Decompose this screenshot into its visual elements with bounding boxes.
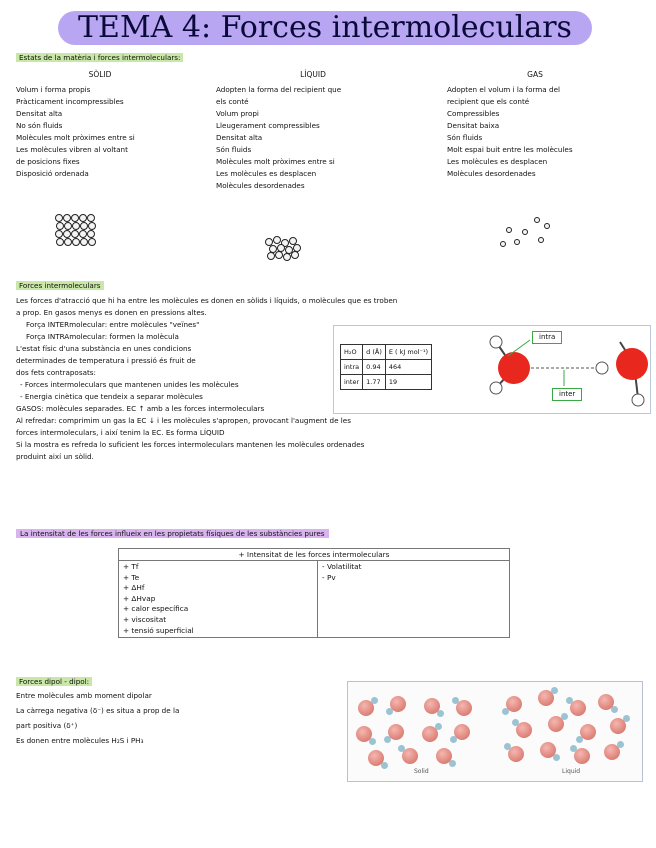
hydrogen-atom — [450, 736, 457, 743]
particle — [87, 214, 95, 222]
hydrogen-atom — [617, 741, 624, 748]
list-item: - Volatilitat — [322, 562, 362, 571]
particle — [538, 237, 544, 243]
text-line: Al refredar: comprimim un gas la EC ↓ i les molècules s'apropen, provocant l'augment de les — [16, 416, 351, 425]
gas-properties — [447, 84, 573, 180]
hydrogen-atom — [449, 760, 456, 767]
particle — [79, 214, 87, 222]
list-item: + Tf — [123, 562, 139, 571]
hydrogen-atom — [386, 708, 393, 715]
particle — [291, 251, 299, 259]
hydrogen-atom — [371, 697, 378, 704]
particle — [514, 239, 520, 245]
dipole-heading: Forces dipol - dipol: — [16, 676, 92, 688]
hydrogen-atom — [570, 745, 577, 752]
gas-particles-sketch — [500, 217, 550, 251]
particle — [534, 217, 540, 223]
hydrogen-atom — [435, 723, 442, 730]
liquid-particles-sketch — [263, 236, 301, 260]
list-item: Les molècules es desplacen — [447, 157, 548, 166]
text-line: part positiva (δ⁺) — [16, 721, 78, 730]
list-item: + Te — [123, 572, 140, 582]
table-cell: intra — [341, 360, 363, 375]
list-item: Adopten la forma del recipient que — [216, 85, 342, 94]
particle — [273, 236, 281, 244]
hydrogen-atom — [553, 754, 560, 761]
list-item: + calor específica — [123, 604, 189, 614]
hydrogen-atom — [452, 697, 459, 704]
list-item: Molt espai buit entre les molècules — [447, 145, 573, 154]
text-line: Entre molècules amb moment dipolar — [16, 691, 152, 700]
particle — [72, 238, 80, 246]
particle — [56, 238, 64, 246]
text-line: La càrrega negativa (δ⁻) es situa a prop de la — [16, 706, 180, 715]
intensity-heading: La intensitat de les forces influeix en les propietats físiques de les substàncies pures — [16, 528, 329, 540]
table-cell: 19 — [385, 375, 431, 390]
particle — [64, 222, 72, 230]
liquid-column-title: LÍQUID — [300, 70, 326, 79]
page-title: TEMA 4: Forces intermoleculars — [78, 10, 572, 45]
states-heading: Estats de la matèria i forces intermoleculars: — [16, 52, 183, 64]
list-item: Molècules molt pròximes entre si — [16, 133, 135, 142]
list-item: Adopten el volum i la forma del — [447, 85, 560, 94]
table-header: H₂O — [341, 345, 363, 360]
hydrogen-atom — [561, 713, 568, 720]
text-line: forces intermoleculars, i així tenim la EC. Es forma LÍQUID — [16, 428, 225, 437]
solid-liquid-dipole-image — [347, 681, 643, 782]
list-item: Disposició ordenada — [16, 169, 89, 178]
particle — [283, 253, 291, 261]
decreasing-properties — [318, 561, 510, 638]
table-cell: 1.77 — [363, 375, 386, 390]
list-item: Volum propi — [216, 109, 259, 118]
list-item: Molècules desordenades — [447, 169, 536, 178]
inter-label: inter — [552, 388, 582, 401]
list-item: Densitat alta — [216, 133, 263, 142]
list-item: Pràcticament incompressibles — [16, 97, 124, 106]
text-line: determinades de temperatura i pressió és fruit de — [16, 356, 196, 365]
table-cell: inter — [341, 375, 363, 390]
hydrogen-atom — [504, 743, 511, 750]
table-header: d (Å) — [363, 345, 386, 360]
particle — [63, 230, 71, 238]
list-item: + ΔHvap — [123, 593, 156, 603]
list-item: + tensió superficial — [123, 625, 194, 635]
hydrogen-atom — [611, 706, 618, 713]
hydrogen-atom — [623, 715, 630, 722]
list-item: Les molècules es desplacen — [216, 169, 317, 178]
particle — [275, 251, 283, 259]
dipole-text — [16, 690, 179, 747]
particle — [88, 238, 96, 246]
list-item: Són fluids — [216, 145, 252, 154]
table-cell: 0.94 — [363, 360, 386, 375]
list-item: Densitat baixa — [447, 121, 500, 130]
text-line: Es donen entre molècules H₂S i PH₃ — [16, 736, 144, 745]
list-item: recipient que els conté — [447, 97, 530, 106]
hydrogen-atom — [512, 719, 519, 726]
particle — [267, 252, 275, 260]
hydrogen-atom — [551, 687, 558, 694]
particle — [80, 222, 88, 230]
text-line: Força INTRAmolecular: formen la molècula — [26, 332, 179, 341]
solid-properties — [16, 84, 135, 180]
list-item: de posicions fixes — [16, 157, 80, 166]
hydrogen-atom — [437, 710, 444, 717]
text-line: L'estat físic d'una substància en unes condicions — [16, 344, 192, 353]
liquid-caption: Liquid — [562, 768, 581, 775]
solid-column-title: SÒLID — [88, 70, 112, 79]
text-line: - Forces intermoleculars que mantenen unides les molècules — [20, 380, 239, 389]
particle — [55, 214, 63, 222]
particle — [500, 241, 506, 247]
hydrogen-atom — [398, 745, 405, 752]
hydrogen-atom — [381, 762, 388, 769]
text-line: Les forces d'atracció que hi ha entre les molècules es donen en sòlids i líquids, o molècules que es troben — [16, 296, 398, 305]
list-item: No són fluids — [16, 121, 63, 130]
bond-energy-table — [340, 344, 432, 390]
list-item: Són fluids — [447, 133, 483, 142]
particle — [80, 238, 88, 246]
list-item: Lleugerament compressibles — [216, 121, 320, 130]
forces-heading: Forces intermoleculars — [16, 280, 104, 292]
hydrogen-atom — [369, 738, 376, 745]
particle — [88, 222, 96, 230]
particle — [55, 230, 63, 238]
hydrogen-atom — [502, 708, 509, 715]
text-line: GASOS: molècules separades. EC ↑ amb a les forces intermoleculars — [16, 404, 265, 413]
liquid-properties — [216, 84, 341, 192]
solid-caption: Solid — [414, 768, 429, 775]
hydrogen-atom — [566, 697, 573, 704]
list-item: Molècules desordenades — [216, 181, 305, 190]
text-line: produint així un sòlid. — [16, 452, 94, 461]
particle — [522, 229, 528, 235]
list-item: Densitat alta — [16, 109, 63, 118]
properties-table-header: + Intensitat de les forces intermoleculars — [119, 549, 510, 561]
list-item: els conté — [216, 97, 249, 106]
gas-column-title: GAS — [527, 70, 543, 79]
hydrogen-atom — [576, 736, 583, 743]
table-cell: 464 — [385, 360, 431, 375]
list-item: + ΔHf — [123, 583, 145, 593]
water-bond-diagram — [333, 325, 651, 414]
particle — [71, 230, 79, 238]
particle — [72, 222, 80, 230]
particle — [56, 222, 64, 230]
list-item: Compressibles — [447, 109, 500, 118]
particle — [79, 230, 87, 238]
intra-label: intra — [532, 331, 562, 344]
list-item: - Pv — [322, 572, 336, 582]
particle — [71, 214, 79, 222]
solid-particles-sketch — [55, 214, 97, 246]
particle — [64, 238, 72, 246]
particle — [506, 227, 512, 233]
text-line: dos fets contraposats: — [16, 368, 96, 377]
particle — [87, 230, 95, 238]
text-line: a prop. En gasos menys es donen en pressions altes. — [16, 308, 207, 317]
text-line: Si la mostra es refreda lo suficient les forces intermoleculars mantenen les molècules ordenades — [16, 440, 365, 449]
hydrogen-atom — [384, 736, 391, 743]
particle — [63, 214, 71, 222]
list-item: Volum i forma propis — [16, 85, 91, 94]
properties-table — [118, 548, 510, 638]
particle — [544, 223, 550, 229]
list-item: Molècules molt pròximes entre si — [216, 157, 335, 166]
text-line: Força INTERmolecular: entre molècules "veïnes" — [26, 320, 200, 329]
list-item: + viscositat — [123, 614, 167, 624]
table-header: E ( kJ mol⁻¹) — [385, 345, 431, 360]
list-item: Les molècules vibren al voltant — [16, 145, 128, 154]
text-line: - Energia cinètica que tendeix a separar molècules — [20, 392, 203, 401]
increasing-properties — [119, 561, 318, 638]
